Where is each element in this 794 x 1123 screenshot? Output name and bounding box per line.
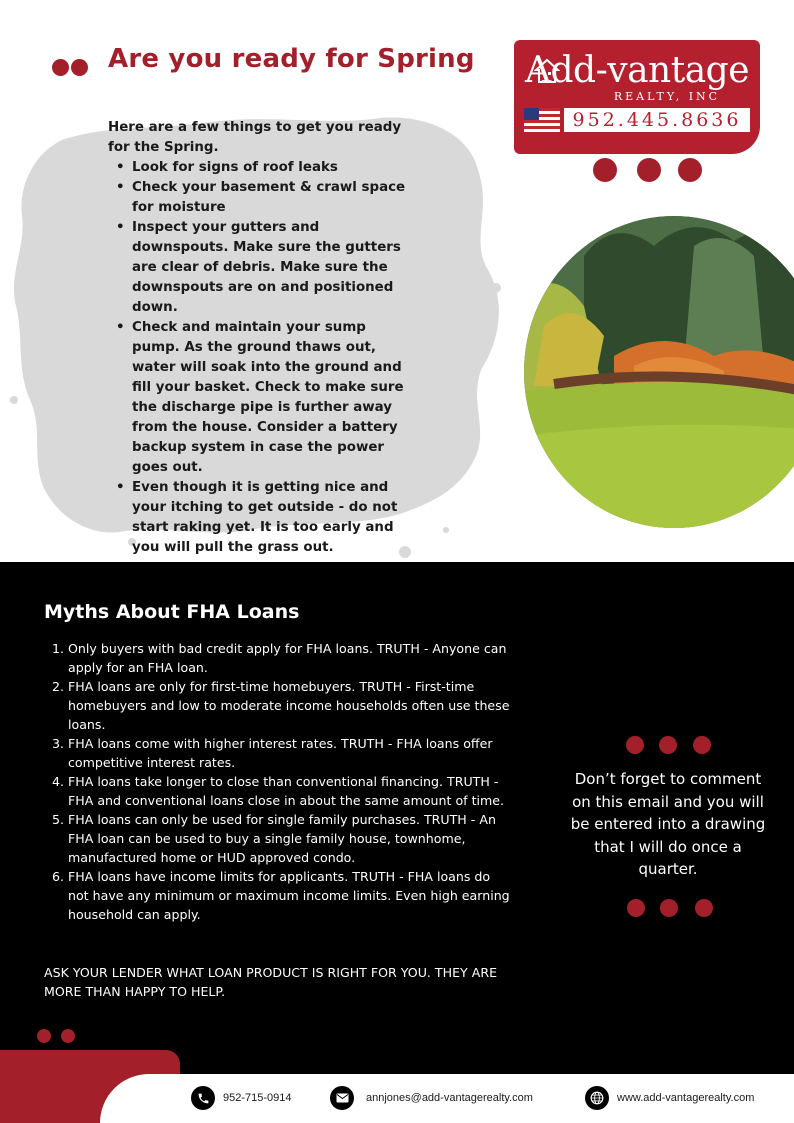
decor-dot xyxy=(37,1029,51,1043)
tip-item: • Check and maintain your sump pump. As the ground thaws out, water will soak into the ground and fill your basket. Check to make sure the discharge pipe is further away from the house. Consider a battery backup system in case the power goes out. xyxy=(116,318,408,478)
company-logo xyxy=(514,40,760,154)
phone-icon xyxy=(191,1086,215,1110)
myth-text: FHA loans have income limits for applicants. TRUTH - FHA loans do not have any minimum or maximum income limits. Even high earning household can apply. xyxy=(68,869,510,922)
decor-dot xyxy=(71,59,88,76)
myth-number: 4. xyxy=(52,774,65,789)
decor-dot xyxy=(61,1029,75,1043)
footer-email[interactable] xyxy=(330,1086,533,1110)
comment-reminder: Don’t forget to comment on this email and you will be entered into a drawing that I will do once a quarter. xyxy=(570,770,766,879)
myth-number: 5. xyxy=(52,812,65,827)
tip-item: • Look for signs of roof leaks xyxy=(116,158,408,178)
tips-intro: Here are a few things to get you ready for the Spring. xyxy=(108,120,402,155)
myth-text: FHA loans are only for first-time homebuyers. TRUTH - First-time homebuyers and low to moderate income households often use these loans. xyxy=(68,679,510,732)
garden-photo xyxy=(524,216,794,528)
phone-text: 952-715-0914 xyxy=(223,1092,292,1104)
decor-dot xyxy=(626,736,644,754)
decor-dot xyxy=(637,158,661,182)
tip-item: • Even though it is getting nice and your itching to get outside - do not start raking yet. It is too early and you will pull the grass out. xyxy=(116,478,408,558)
lender-call-to-action: ASK YOUR LENDER WHAT LOAN PRODUCT IS RIGHT FOR YOU. THEY ARE MORE THAN HAPPY TO HELP. xyxy=(44,965,498,999)
myth-number: 6. xyxy=(52,869,65,884)
email-text: annjones@add-vantagerealty.com xyxy=(366,1092,533,1104)
footer-website[interactable] xyxy=(585,1086,754,1110)
decor-dot xyxy=(695,899,713,917)
logo-name: Add-vantage xyxy=(524,50,750,91)
myths-list xyxy=(52,639,512,924)
myth-number: 1. xyxy=(52,641,65,656)
myth-number: 3. xyxy=(52,736,65,751)
email-icon xyxy=(330,1086,354,1110)
decor-dot xyxy=(52,59,69,76)
decor-dot xyxy=(693,736,711,754)
logo-subtitle: REALTY, INC xyxy=(613,90,721,103)
myth-text: FHA loans can only be used for single family purchases. TRUTH - An FHA loan can be used to buy a single family house, townhome, manufactured home or HUD approved condo. xyxy=(68,812,496,865)
us-flag-icon xyxy=(524,108,560,132)
decor-dot xyxy=(593,158,617,182)
myth-item xyxy=(52,639,512,677)
myth-item xyxy=(52,772,512,810)
page-title: Are you ready for Spring xyxy=(108,44,475,74)
decor-dot xyxy=(659,736,677,754)
myth-item xyxy=(52,677,512,734)
tip-item: • Inspect your gutters and downspouts. Make sure the gutters are clear of debris. Make sure the downspouts are on and positioned down. xyxy=(116,218,408,318)
tip-item: • Check your basement & crawl space for moisture xyxy=(116,178,408,218)
decor-dot xyxy=(678,158,702,182)
myth-item xyxy=(52,810,512,867)
tips-list xyxy=(116,158,408,558)
globe-icon xyxy=(585,1086,609,1110)
logo-phone: 952.445.8636 xyxy=(564,108,750,132)
myth-text: FHA loans take longer to close than conventional financing. TRUTH - FHA and conventional loans close in about the same amount of time. xyxy=(68,774,505,808)
myth-text: Only buyers with bad credit apply for FHA loans. TRUTH - Anyone can apply for an FHA loan. xyxy=(68,641,507,675)
myth-item xyxy=(52,734,512,772)
myth-text: FHA loans come with higher interest rates. TRUTH - FHA loans offer competitive interest rates. xyxy=(68,736,493,770)
spring-tips xyxy=(108,118,408,558)
myth-number: 2. xyxy=(52,679,65,694)
decor-dot xyxy=(627,899,645,917)
decor-dot xyxy=(660,899,678,917)
footer-phone[interactable] xyxy=(191,1086,292,1110)
myth-item xyxy=(52,867,512,924)
website-text: www.add-vantagerealty.com xyxy=(617,1092,755,1104)
myths-title: Myths About FHA Loans xyxy=(44,601,300,623)
